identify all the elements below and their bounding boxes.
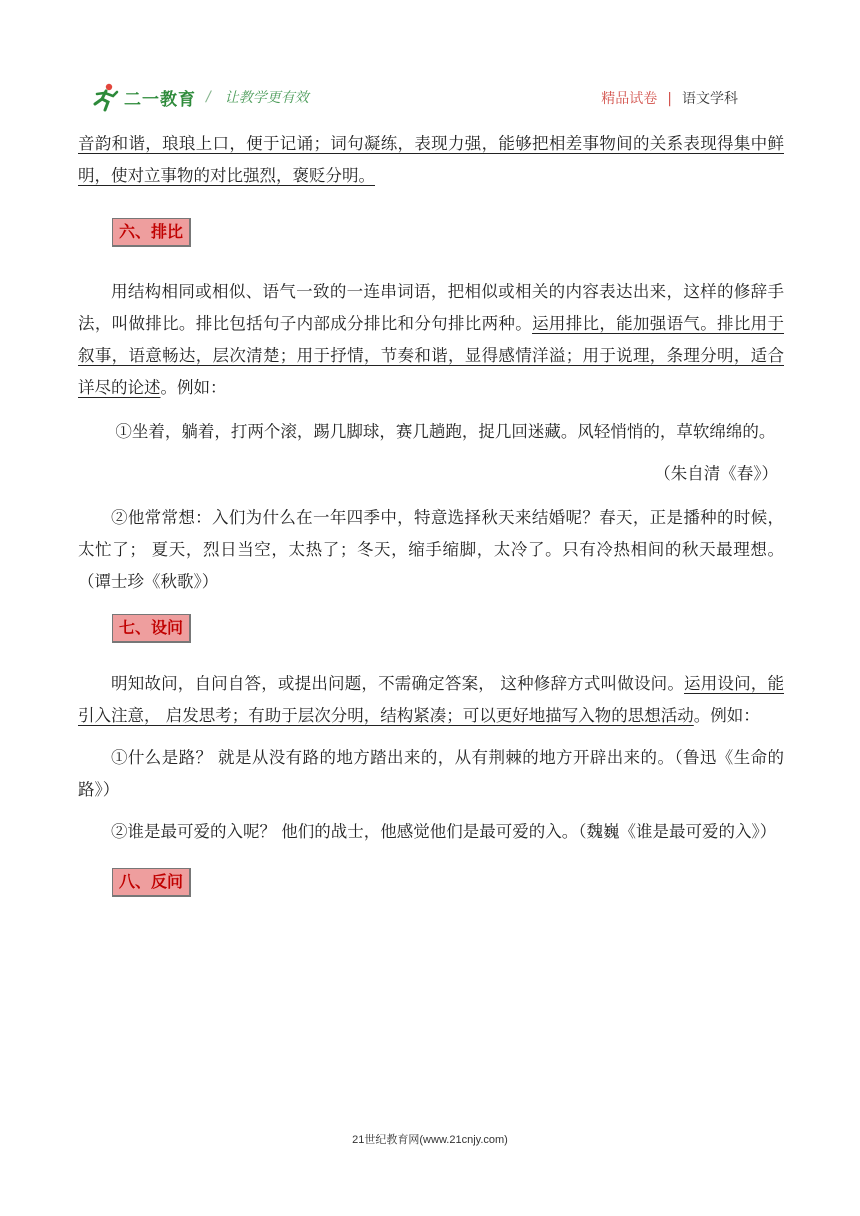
document-body [78, 128, 784, 902]
continued-paragraph: 音韵和谐，琅琅上口，便于记诵；词句凝练，表现力强，能够把相差事物间的关系表现得集中鲜明，使对立事物的对比强烈，褒贬分明。 [78, 134, 784, 185]
intro-plain: 用结构相同或相似、语气一致的一连串词语，把相似或相关的内容表达出来，这样的修辞手法，叫做排比。排比包括句子内部成分排比和分句排比两种。 [78, 282, 784, 333]
page-header [88, 82, 788, 112]
brand-slogan: 让教学更有效 [224, 90, 309, 106]
section-heading-rhetorical-question: 八、反问 [112, 868, 191, 897]
page-footer: 21世纪教育网(www.21cnjy.com) [352, 1134, 508, 1146]
header-slash: / [206, 89, 211, 105]
section-heading-wrap [78, 868, 784, 902]
header-separator: | [667, 91, 672, 107]
brand-name: 二一教育 [124, 89, 196, 110]
intro-tail: 。例如： [693, 706, 760, 725]
intro-plain: 明知故问，自问自答，或提出问题，不需确定答案， 这种修辞方式叫做设问。 [111, 674, 685, 693]
header-tag-subject: 语文学科 [682, 91, 738, 107]
intro-underlined: 运用排比，能加强语气。排比用于叙事，语意畅达，层次清楚；用于抒情，节奏和谐，显得感情洋溢；用于说理，条理分明，适合详尽的论述 [78, 314, 785, 397]
example-1-parallelism: ①坐着，躺着，打两个滚，踢几脚球，赛几趟跑，捉几回迷藏。风轻悄悄的，草软绵绵的。 [115, 422, 776, 441]
section-heading-rhetorical-q: 七、设问 [112, 614, 191, 643]
section-intro-parallelism [78, 276, 784, 404]
example-1-source: （朱自清《春》） [654, 464, 778, 483]
brand-logo [88, 82, 309, 112]
example-2-rhetorical-q: ②谁是最可爱的入呢？ 他们的战士，他感觉他们是最可爱的入。（魏巍《谁是最可爱的入》） [111, 822, 777, 841]
intro-tail: 。例如： [160, 378, 227, 397]
example-1-rhetorical-q: ①什么是路？ 就是从没有路的地方踏出来的，从有荆棘的地方开辟出来的。（鲁迅《生命的路》） [78, 748, 784, 799]
section-intro-rhetorical-q [78, 668, 784, 732]
section-heading-wrap [78, 614, 784, 648]
section-heading-wrap [78, 218, 784, 252]
header-tag-premium: 精品试卷 [601, 91, 658, 107]
intro-underlined: 运用设问，能引入注意， 启发思考；有助于层次分明，结构紧凑；可以更好地描写入物的思想活动 [78, 674, 785, 725]
example-2-parallelism: ②他常常想：入们为什么在一年四季中，特意选择秋天来结婚呢？春天，正是播种的时候，太忙了； 夏天，烈日当空，太热了；冬天，缩手缩脚，太冷了。只有冷热相间的秋天最理想。（谭士珍《秋歌》） [78, 508, 784, 591]
header-tags [601, 88, 738, 108]
runner-logo-icon [88, 82, 122, 112]
section-heading-parallelism: 六、排比 [112, 218, 191, 247]
